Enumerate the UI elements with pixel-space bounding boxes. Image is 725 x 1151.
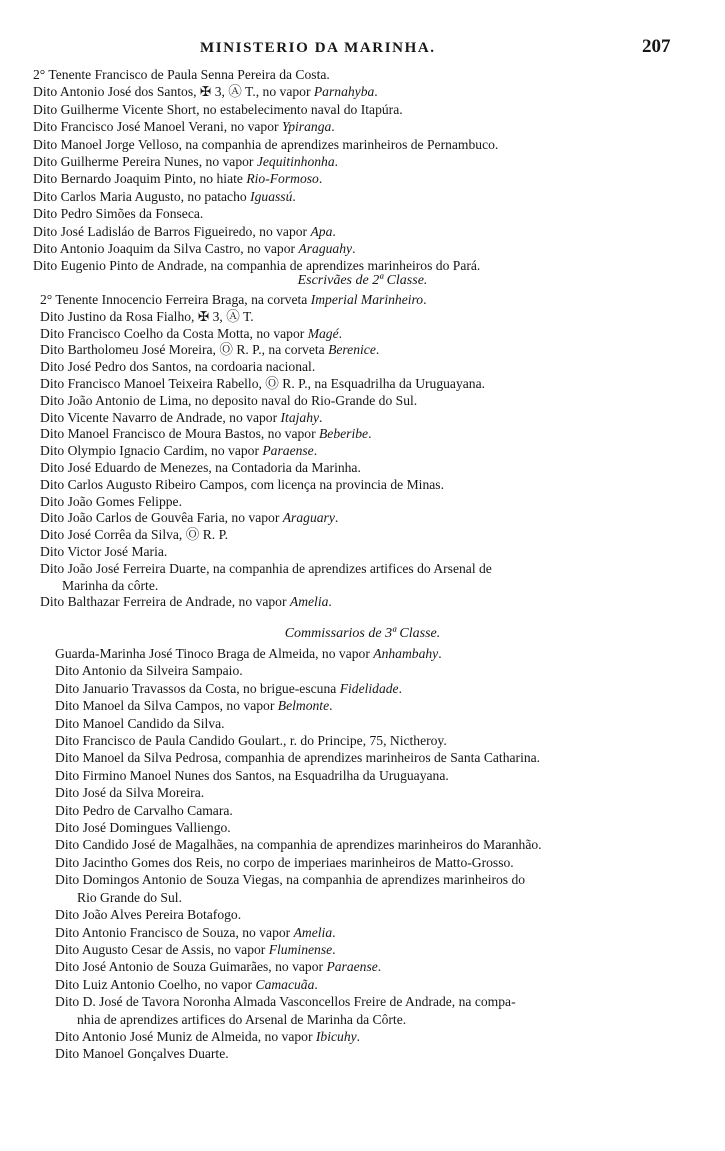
list-entry — [55, 906, 542, 923]
entry-text: Dito Antonio José Muniz de Almeida, no vapor — [55, 1028, 316, 1044]
ship-name: Itajahy — [280, 409, 320, 425]
ship-name: Araguary — [282, 510, 335, 526]
list-entry — [33, 223, 498, 240]
list-entry — [33, 153, 498, 170]
list-entry — [55, 819, 542, 836]
ship-name: Apa — [310, 223, 333, 239]
entry-text: Dito Justino da Rosa Fialho, ✠ 3, Ⓐ T. — [40, 308, 254, 324]
ship-name: Amelia — [293, 924, 333, 940]
ship-name: Parnahyba — [313, 84, 375, 100]
list-entry — [55, 645, 542, 662]
entry-text: Dito Guilherme Pereira Nunes, no vapor — [33, 154, 257, 170]
entry-text: Dito Olympio Ignacio Cardim, no vapor — [40, 443, 263, 459]
list-entry — [40, 544, 492, 561]
entry-text: Marinha da côrte. — [62, 577, 159, 593]
entry-text: Dito José da Silva Moreira. — [55, 785, 205, 801]
entry-text: . — [423, 292, 427, 307]
entry-text: Dito Antonio Joaquim da Silva Castro, no vapor — [33, 241, 299, 257]
ship-name: Beberibe — [319, 426, 369, 442]
entry-text: Dito Manoel Francisco de Moura Bastos, no vapor — [40, 426, 319, 442]
entry-text: . — [368, 426, 372, 442]
ship-name: Rio-Formoso — [246, 171, 319, 187]
ship-name: Iguassú — [250, 188, 293, 204]
entry-text: Rio Grande do Sul. — [77, 889, 182, 905]
entry-text: . — [318, 171, 323, 187]
section-commissarios — [55, 645, 542, 1063]
entry-text: 2° Tenente Innocencio Ferreira Braga, na corveta — [40, 292, 311, 307]
ship-name: Imperial Marinheiro — [310, 292, 424, 307]
ship-name: Jequitinhonha — [256, 154, 335, 170]
entry-text: 2° Tenente Francisco de Paula Senna Pereira da Costa. — [33, 67, 330, 82]
list-entry — [40, 494, 492, 511]
entry-text: Dito Domingos Antonio de Souza Viegas, na companhia de aprendizes marinheiros do — [55, 872, 526, 888]
entry-text: Dito José Corrêa da Silva, Ⓞ R. P. — [40, 527, 229, 543]
list-entry — [40, 594, 492, 611]
entry-text: Dito Francisco José Manoel Verani, no vapor — [33, 119, 282, 135]
list-entry — [40, 393, 492, 410]
entry-text: . — [313, 443, 318, 459]
entry-text: Dito José Domingues Valliengo. — [55, 820, 231, 836]
entry-text: Dito Antonio da Silveira Sampaio. — [55, 663, 243, 679]
ship-name: Araguahy — [298, 241, 353, 257]
list-entry — [33, 205, 498, 222]
list-entry — [33, 170, 498, 187]
list-entry — [33, 136, 498, 153]
entry-text: . — [338, 325, 343, 341]
ship-name: Fluminense — [268, 941, 333, 957]
list-entry — [55, 958, 542, 975]
list-entry — [40, 527, 492, 544]
list-entry — [40, 342, 492, 359]
entry-text: . — [332, 924, 336, 940]
section-lieutenants — [33, 66, 498, 275]
entry-text: Dito Carlos Maria Augusto, no patacho — [33, 188, 251, 204]
entry-text: Dito Carlos Augusto Ribeiro Campos, com licença na provincia de Minas. — [40, 476, 444, 492]
page-number: 207 — [642, 36, 671, 57]
ship-name: Camacuãa — [255, 976, 315, 992]
entry-text: . — [356, 1028, 361, 1044]
list-entry — [55, 662, 542, 679]
entry-text: Dito Eugenio Pinto de Andrade, na companhia de aprendizes marinheiros do Pará. — [33, 258, 481, 274]
page-title: MINISTERIO DA MARINHA. — [200, 40, 436, 56]
entry-text: . — [352, 241, 356, 257]
list-entry — [55, 732, 542, 749]
list-entry — [40, 578, 492, 595]
list-entry — [40, 443, 492, 460]
ship-name: Ibicuhy — [315, 1028, 357, 1044]
section-escrivaes — [40, 292, 492, 611]
entry-text: . — [329, 698, 333, 714]
list-entry — [40, 477, 492, 494]
list-entry — [55, 680, 542, 697]
entry-text: Dito Manoel Gonçalves Duarte. — [55, 1046, 229, 1062]
list-entry — [55, 976, 542, 993]
list-entry — [55, 784, 542, 801]
list-entry — [40, 561, 492, 578]
list-entry — [55, 836, 542, 853]
entry-text: . — [334, 154, 339, 170]
list-entry — [40, 460, 492, 477]
entry-text: Dito Victor José Maria. — [40, 543, 168, 559]
list-entry — [33, 240, 498, 257]
entry-text: Dito Januario Travassos da Costa, no brigue-escuna — [55, 680, 340, 696]
entry-text: nhia de aprendizes artifices do Arsenal de Marinha da Côrte. — [77, 1011, 407, 1027]
list-entry — [40, 426, 492, 443]
entry-text: Dito Manoel Candido da Silva. — [55, 715, 225, 731]
entry-text: Dito Augusto Cesar de Assis, no vapor — [55, 941, 269, 957]
entry-text: Dito Antonio José dos Santos, ✠ 3, Ⓐ T., no vapor — [33, 84, 314, 100]
ship-name: Belmonte — [277, 698, 330, 714]
entry-text: Dito Francisco Coelho da Costa Motta, no vapor — [40, 325, 308, 341]
entry-text: Dito João Alves Pereira Botafogo. — [55, 907, 242, 923]
entry-text: . — [319, 409, 323, 425]
entry-text: Dito Bartholomeu José Moreira, Ⓞ R. P., na corveta — [40, 342, 329, 358]
list-entry — [55, 1045, 542, 1062]
list-entry — [55, 802, 542, 819]
entry-text: Dito João Gomes Felippe. — [40, 493, 182, 509]
list-entry — [40, 410, 492, 427]
entry-text: Dito Pedro Simões da Fonseca. — [33, 206, 204, 222]
entry-text: . — [332, 941, 336, 957]
ship-name: Berenice — [328, 342, 376, 358]
entry-text: Dito João José Ferreira Duarte, na companhia de aprendizes artifices do Arsenal de — [40, 560, 492, 576]
entry-text: . — [332, 223, 336, 239]
entry-text: Dito Manoel Jorge Velloso, na companhia de aprendizes marinheiros de Pernambuco. — [33, 136, 499, 152]
list-entry — [33, 83, 498, 100]
entry-text: Dito Francisco Manoel Teixeira Rabello, Ⓞ R. P., na Esquadrilha da Uruguayana. — [40, 375, 486, 391]
list-entry — [40, 326, 492, 343]
list-entry — [55, 697, 542, 714]
entry-text: Dito Luiz Antonio Coelho, no vapor — [55, 976, 256, 992]
list-entry — [33, 101, 498, 118]
section-heading-escrivaes: Escrivães de 2ª Classe. — [297, 273, 428, 288]
entry-text: Dito D. José de Tavora Noronha Almada Vasconcellos Freire de Andrade, na compa- — [55, 994, 516, 1010]
list-entry — [55, 715, 542, 732]
list-entry — [33, 66, 498, 83]
entry-text: . — [398, 680, 402, 696]
entry-text: Dito Balthazar Ferreira de Andrade, no vapor — [40, 594, 290, 610]
entry-text: . — [331, 119, 335, 135]
entry-text: . — [374, 84, 378, 100]
entry-text: Dito José Eduardo de Menezes, na Contadoria da Marinha. — [40, 459, 361, 475]
entry-text: . — [375, 342, 380, 358]
list-entry — [40, 309, 492, 326]
ship-name: Anhambahy — [373, 646, 439, 661]
ship-name: Ypiranga — [281, 119, 332, 135]
list-entry — [40, 376, 492, 393]
entry-text: Dito Pedro de Carvalho Camara. — [55, 802, 233, 818]
entry-text: Dito João Antonio de Lima, no deposito naval do Rio-Grande do Sul. — [40, 392, 418, 408]
list-entry — [55, 767, 542, 784]
list-entry — [55, 871, 542, 888]
ship-name: Amelia — [289, 594, 329, 610]
list-entry — [55, 1011, 542, 1028]
entry-text: Dito Francisco de Paula Candido Goulart., r. do Principe, 75, Nictheroy. — [55, 733, 447, 749]
list-entry — [40, 510, 492, 527]
entry-text: Dito Manoel da Silva Pedrosa, companhia de aprendizes marinheiros de Santa Catharina. — [55, 750, 541, 766]
list-entry — [55, 854, 542, 871]
entry-text: . — [334, 510, 339, 526]
list-entry — [55, 993, 542, 1010]
section-heading-commissarios: Commissarios de 3ª Classe. — [284, 626, 441, 641]
entry-text: Dito Guilherme Vicente Short, no estabelecimento naval do Itapúra. — [33, 101, 403, 117]
running-header — [0, 38, 725, 60]
list-entry — [33, 118, 498, 135]
ship-name: Fidelidade — [339, 680, 399, 696]
list-entry — [55, 924, 542, 941]
entry-text: Guarda-Marinha José Tinoco Braga de Almeida, no vapor — [55, 646, 374, 661]
entry-text: Dito José Ladisláo de Barros Figueiredo, no vapor — [33, 223, 311, 239]
entry-text: Dito Bernardo Joaquim Pinto, no hiate — [33, 171, 247, 187]
entry-text: Dito Antonio Francisco de Souza, no vapor — [55, 924, 294, 940]
entry-text: Dito José Antonio de Souza Guimarães, no vapor — [55, 959, 327, 975]
entry-text: Dito Manoel da Silva Campos, no vapor — [55, 698, 278, 714]
entry-text: . — [292, 188, 296, 204]
list-entry — [55, 749, 542, 766]
ship-name: Paraense — [262, 443, 314, 459]
list-entry — [55, 1028, 542, 1045]
list-entry — [40, 292, 492, 309]
entry-text: . — [438, 646, 442, 661]
entry-text: Dito João Carlos de Gouvêa Faria, no vapor — [40, 510, 283, 526]
entry-text: Dito José Pedro dos Santos, na cordoaria nacional. — [40, 359, 316, 375]
entry-text: Dito Firmino Manoel Nunes dos Santos, na Esquadrilha da Uruguayana. — [55, 767, 449, 783]
list-entry — [55, 889, 542, 906]
list-entry — [40, 359, 492, 376]
list-entry — [33, 188, 498, 205]
entry-text: Dito Vicente Navarro de Andrade, no vapor — [40, 409, 281, 425]
entry-text: Dito Jacintho Gomes dos Reis, no corpo de imperiaes marinheiros de Matto-Grosso. — [55, 854, 514, 870]
entry-text: . — [314, 976, 318, 992]
entry-text: . — [377, 959, 382, 975]
entry-text: Dito Candido José de Magalhães, na companhia de aprendizes marinheiros do Maranhão. — [55, 837, 542, 853]
entry-text: . — [328, 594, 332, 610]
list-entry — [55, 941, 542, 958]
ship-name: Magé — [307, 325, 339, 341]
ship-name: Paraense — [326, 959, 378, 975]
